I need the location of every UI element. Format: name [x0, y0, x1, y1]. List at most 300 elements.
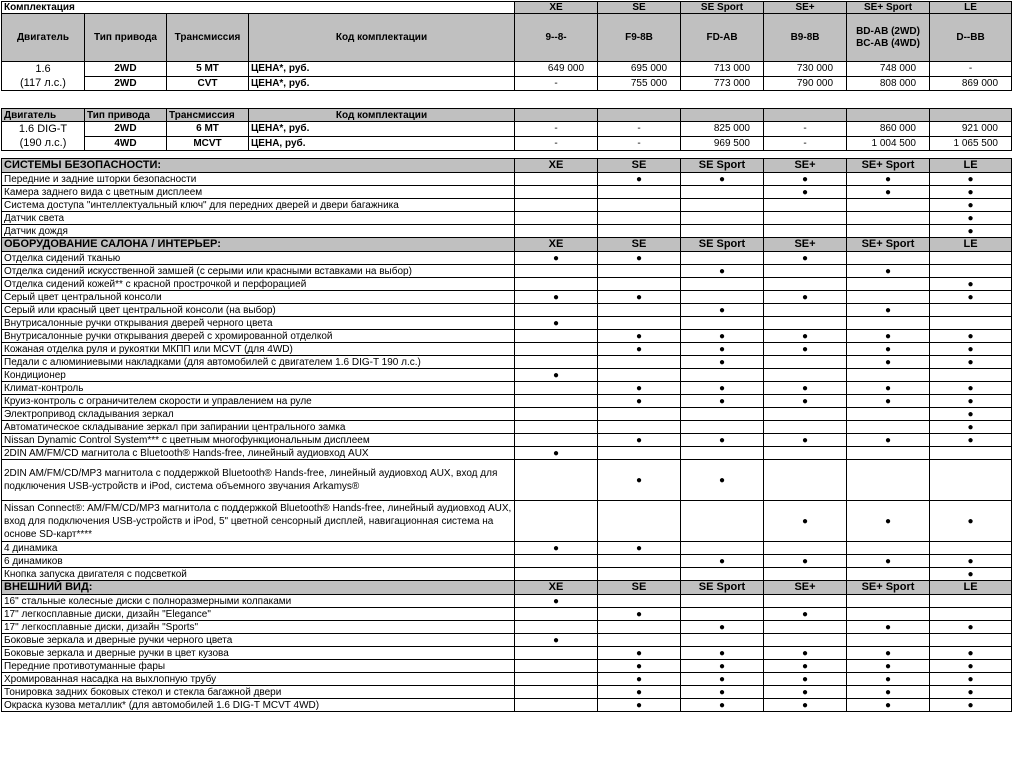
included-dot-icon: ● [764, 699, 847, 712]
feature-row [2, 647, 1012, 660]
included-dot-icon: ● [847, 395, 930, 408]
feature-row [2, 225, 1012, 238]
transmission-cell: 5 MT [167, 62, 249, 77]
included-dot-icon: ● [930, 173, 1012, 186]
price-cell: 649 000 [515, 62, 598, 77]
included-dot-icon: ● [515, 634, 598, 647]
empty-cell [847, 460, 930, 501]
empty-cell [681, 634, 764, 647]
feature-name: Внутрисалонные ручки открывания дверей с хромированной отделкой [2, 330, 515, 343]
included-dot-icon: ● [764, 647, 847, 660]
included-dot-icon: ● [681, 660, 764, 673]
empty-cell [598, 356, 681, 369]
empty-cell [764, 408, 847, 421]
empty-cell [764, 621, 847, 634]
feature-name: Круиз-контроль с ограничителем скорости и управлением на руле [2, 395, 515, 408]
empty-cell [681, 199, 764, 212]
included-dot-icon: ● [681, 686, 764, 699]
feature-name: Серый цвет центральной консоли [2, 291, 515, 304]
engine-name: 1.6 [35, 63, 51, 75]
feature-row [2, 673, 1012, 686]
included-dot-icon: ● [930, 343, 1012, 356]
included-dot-icon: ● [681, 621, 764, 634]
included-dot-icon: ● [847, 673, 930, 686]
trim-header: SE [598, 2, 681, 14]
empty-cell [515, 555, 598, 568]
feature-name: Кондиционер [2, 369, 515, 382]
empty-cell [930, 369, 1012, 382]
trim-header: SE [598, 238, 681, 252]
trim-code: B9-8B [764, 14, 847, 62]
empty-cell [764, 304, 847, 317]
feature-row [2, 343, 1012, 356]
feature-row [2, 369, 1012, 382]
empty-cell [681, 291, 764, 304]
empty-header-cell [515, 109, 598, 122]
trim-header: LE [930, 581, 1012, 595]
engine-power: (117 л.с.) [20, 77, 66, 89]
feature-row [2, 501, 1012, 542]
empty-cell [515, 434, 598, 447]
price-cell: 748 000 [847, 62, 930, 77]
included-dot-icon: ● [515, 447, 598, 460]
empty-cell [515, 421, 598, 434]
included-dot-icon: ● [847, 343, 930, 356]
included-dot-icon: ● [681, 647, 764, 660]
included-dot-icon: ● [930, 186, 1012, 199]
empty-cell [847, 278, 930, 291]
empty-cell [681, 225, 764, 238]
price-cell: - [598, 136, 681, 151]
empty-header-cell [598, 109, 681, 122]
feature-name: Педали с алюминиевыми накладками (для автомобилей с двигателем 1.6 DIG-T 190 л.с.) [2, 356, 515, 369]
feature-row [2, 304, 1012, 317]
empty-cell [515, 460, 598, 501]
feature-name: Кожаная отделка руля и рукоятки МКПП или MCVT (для 4WD) [2, 343, 515, 356]
included-dot-icon: ● [681, 343, 764, 356]
empty-cell [515, 225, 598, 238]
empty-cell [681, 278, 764, 291]
empty-cell [847, 421, 930, 434]
price-row [2, 62, 1012, 77]
empty-cell [764, 595, 847, 608]
trim-header: SE+ Sport [847, 159, 930, 173]
included-dot-icon: ● [847, 186, 930, 199]
included-dot-icon: ● [515, 317, 598, 330]
included-dot-icon: ● [930, 699, 1012, 712]
column-header-transmission: Трансмиссия [167, 109, 249, 122]
empty-header-cell [847, 109, 930, 122]
price-cell: 713 000 [681, 62, 764, 77]
feature-row [2, 356, 1012, 369]
included-dot-icon: ● [764, 660, 847, 673]
feature-row [2, 434, 1012, 447]
feature-name: Боковые зеркала и дверные ручки в цвет кузова [2, 647, 515, 660]
empty-cell [681, 186, 764, 199]
included-dot-icon: ● [847, 265, 930, 278]
trim-code: F9-8B [598, 14, 681, 62]
feature-name: Тонировка задних боковых стекол и стекла багажной двери [2, 686, 515, 699]
feature-row [2, 291, 1012, 304]
empty-cell [764, 356, 847, 369]
included-dot-icon: ● [764, 252, 847, 265]
engine-name: 1.6 DIG-T [18, 123, 68, 135]
included-dot-icon: ● [764, 330, 847, 343]
column-header-engine: Двигатель [2, 14, 85, 62]
trim-code: FD-AB [681, 14, 764, 62]
empty-cell [598, 634, 681, 647]
empty-cell [930, 317, 1012, 330]
price-row [2, 76, 1012, 91]
price-cell: - [930, 62, 1012, 77]
empty-cell [598, 317, 681, 330]
trim-header: SE+ Sport [847, 2, 930, 14]
empty-cell [515, 304, 598, 317]
column-header-drive: Тип привода [85, 14, 167, 62]
empty-cell [764, 278, 847, 291]
trim-header: LE [930, 2, 1012, 14]
feature-row [2, 595, 1012, 608]
empty-cell [847, 317, 930, 330]
included-dot-icon: ● [681, 330, 764, 343]
empty-cell [598, 265, 681, 278]
empty-cell [681, 369, 764, 382]
empty-cell [764, 421, 847, 434]
included-dot-icon: ● [847, 304, 930, 317]
column-header-transmission: Трансмиссия [167, 14, 249, 62]
empty-cell [764, 568, 847, 581]
empty-cell [681, 421, 764, 434]
empty-cell [764, 212, 847, 225]
included-dot-icon: ● [764, 395, 847, 408]
included-dot-icon: ● [598, 608, 681, 621]
trim-header: LE [930, 238, 1012, 252]
trim-header: SE+ Sport [847, 581, 930, 595]
empty-cell [930, 460, 1012, 501]
empty-cell [515, 382, 598, 395]
trim-code: 9--8- [515, 14, 598, 62]
empty-cell [681, 212, 764, 225]
empty-cell [681, 608, 764, 621]
feature-row [2, 555, 1012, 568]
included-dot-icon: ● [930, 278, 1012, 291]
feature-row [2, 199, 1012, 212]
feature-name: Система доступа "интеллектуальный ключ" для передних дверей и двери багажника [2, 199, 515, 212]
price-cell: - [515, 76, 598, 91]
price-cell: 921 000 [930, 122, 1012, 137]
included-dot-icon: ● [681, 356, 764, 369]
included-dot-icon: ● [598, 382, 681, 395]
price-label: ЦЕНА*, руб. [249, 76, 515, 91]
included-dot-icon: ● [764, 555, 847, 568]
trim-header: SE+ [764, 238, 847, 252]
empty-cell [847, 369, 930, 382]
included-dot-icon: ● [847, 660, 930, 673]
included-dot-icon: ● [930, 568, 1012, 581]
feature-row [2, 317, 1012, 330]
empty-cell [930, 304, 1012, 317]
feature-name: Отделка сидений кожей** с красной прострочкой и перфорацией [2, 278, 515, 291]
feature-name: Окраска кузова металлик* (для автомобилей 1.6 DIG-T MCVT 4WD) [2, 699, 515, 712]
included-dot-icon: ● [681, 304, 764, 317]
section-header-row [2, 238, 1012, 252]
feature-name: Nissan Connect®: AM/FM/CD/MP3 магнитола с поддержкой Bluetooth® Hands-free, линейный аудиовход AUX, вход для подключения USB-устройств и iPod, 5" цветной сенсорный дисплей, навигационная система на основе SD-карт**** [2, 501, 515, 542]
feature-name: Отделка сидений тканью [2, 252, 515, 265]
empty-cell [681, 447, 764, 460]
empty-cell [515, 647, 598, 660]
included-dot-icon: ● [598, 699, 681, 712]
included-dot-icon: ● [681, 434, 764, 447]
transmission-cell: MCVT [167, 136, 249, 151]
included-dot-icon: ● [930, 647, 1012, 660]
section-title: ВНЕШНИЙ ВИД: [2, 581, 515, 595]
included-dot-icon: ● [681, 555, 764, 568]
page-title: Комплектация [2, 2, 515, 14]
price-label: ЦЕНА*, руб. [249, 62, 515, 77]
engine-cell [2, 62, 85, 91]
included-dot-icon: ● [515, 542, 598, 555]
feature-row [2, 186, 1012, 199]
feature-row [2, 634, 1012, 647]
price-cell: 825 000 [681, 122, 764, 137]
included-dot-icon: ● [930, 225, 1012, 238]
empty-cell [847, 634, 930, 647]
price-cell: 1 065 500 [930, 136, 1012, 151]
column-header-drive: Тип привода [85, 109, 167, 122]
included-dot-icon: ● [515, 595, 598, 608]
included-dot-icon: ● [930, 382, 1012, 395]
empty-cell [515, 673, 598, 686]
included-dot-icon: ● [930, 291, 1012, 304]
feature-name: Климат-контроль [2, 382, 515, 395]
feature-row [2, 421, 1012, 434]
empty-cell [681, 317, 764, 330]
price-cell: 730 000 [764, 62, 847, 77]
empty-cell [847, 408, 930, 421]
trim-code: D--BB [930, 14, 1012, 62]
empty-cell [515, 408, 598, 421]
trim-header: XE [515, 159, 598, 173]
empty-cell [764, 225, 847, 238]
feature-name: 17" легкосплавные диски, дизайн "Elegance" [2, 608, 515, 621]
price-cell: - [515, 122, 598, 137]
included-dot-icon: ● [598, 542, 681, 555]
feature-name: 2DIN AM/FM/CD магнитола с Bluetooth® Hands-free, линейный аудиовход AUX [2, 447, 515, 460]
price-cell: - [598, 122, 681, 137]
price-cell: 869 000 [930, 76, 1012, 91]
empty-cell [598, 199, 681, 212]
price-cell: - [764, 122, 847, 137]
included-dot-icon: ● [598, 395, 681, 408]
empty-cell [930, 634, 1012, 647]
included-dot-icon: ● [598, 673, 681, 686]
included-dot-icon: ● [847, 356, 930, 369]
transmission-cell: 6 MT [167, 122, 249, 137]
empty-cell [515, 173, 598, 186]
column-header-engine: Двигатель [2, 109, 85, 122]
included-dot-icon: ● [764, 608, 847, 621]
column-header-row [2, 109, 1012, 122]
feature-name: Передние противотуманные фары [2, 660, 515, 673]
empty-cell [515, 278, 598, 291]
price-cell: 969 500 [681, 136, 764, 151]
feature-name: 16" стальные колесные диски с полноразмерными колпаками [2, 595, 515, 608]
included-dot-icon: ● [930, 199, 1012, 212]
included-dot-icon: ● [515, 369, 598, 382]
included-dot-icon: ● [515, 291, 598, 304]
empty-cell [598, 568, 681, 581]
feature-name: Внутрисалонные ручки открывания дверей черного цвета [2, 317, 515, 330]
empty-cell [930, 542, 1012, 555]
included-dot-icon: ● [681, 699, 764, 712]
price-cell: 790 000 [764, 76, 847, 91]
feature-name: 4 динамика [2, 542, 515, 555]
included-dot-icon: ● [764, 173, 847, 186]
included-dot-icon: ● [847, 555, 930, 568]
feature-name: Кнопка запуска двигателя с подсветкой [2, 568, 515, 581]
pricing-table-engine-2 [1, 108, 1012, 151]
empty-cell [847, 252, 930, 265]
trim-header: SE Sport [681, 159, 764, 173]
feature-name: Хромированная насадка на выхлопную трубу [2, 673, 515, 686]
empty-cell [764, 369, 847, 382]
trim-header: SE+ [764, 581, 847, 595]
trim-code: BD-AB (2WD) BC-AB (4WD) [847, 14, 930, 62]
trim-header: SE [598, 159, 681, 173]
feature-row [2, 686, 1012, 699]
feature-row [2, 265, 1012, 278]
price-cell: 808 000 [847, 76, 930, 91]
price-cell: 755 000 [598, 76, 681, 91]
feature-row [2, 608, 1012, 621]
empty-cell [930, 608, 1012, 621]
price-cell: 695 000 [598, 62, 681, 77]
included-dot-icon: ● [930, 673, 1012, 686]
price-label: ЦЕНА*, руб. [249, 122, 515, 137]
empty-cell [515, 699, 598, 712]
empty-cell [847, 225, 930, 238]
empty-cell [515, 212, 598, 225]
empty-cell [764, 542, 847, 555]
included-dot-icon: ● [930, 686, 1012, 699]
drive-cell: 2WD [85, 62, 167, 77]
empty-cell [764, 265, 847, 278]
feature-name: Nissan Dynamic Control System*** с цветным многофункциональным дисплеем [2, 434, 515, 447]
included-dot-icon: ● [764, 291, 847, 304]
empty-cell [598, 225, 681, 238]
empty-cell [847, 595, 930, 608]
price-cell: 1 004 500 [847, 136, 930, 151]
empty-cell [847, 212, 930, 225]
price-row [2, 136, 1012, 151]
included-dot-icon: ● [598, 173, 681, 186]
feature-row [2, 568, 1012, 581]
empty-cell [847, 608, 930, 621]
included-dot-icon: ● [598, 343, 681, 356]
empty-cell [681, 568, 764, 581]
trim-header: SE Sport [681, 2, 764, 14]
included-dot-icon: ● [847, 699, 930, 712]
included-dot-icon: ● [598, 330, 681, 343]
empty-cell [764, 199, 847, 212]
feature-row [2, 212, 1012, 225]
included-dot-icon: ● [764, 686, 847, 699]
included-dot-icon: ● [930, 408, 1012, 421]
included-dot-icon: ● [681, 395, 764, 408]
empty-cell [930, 595, 1012, 608]
included-dot-icon: ● [847, 621, 930, 634]
price-cell: - [515, 136, 598, 151]
included-dot-icon: ● [930, 501, 1012, 542]
included-dot-icon: ● [598, 434, 681, 447]
empty-cell [681, 408, 764, 421]
engine-power: (190 л.с.) [19, 137, 67, 149]
price-cell: - [764, 136, 847, 151]
empty-cell [598, 595, 681, 608]
empty-header-cell [681, 109, 764, 122]
included-dot-icon: ● [930, 356, 1012, 369]
engine-cell [2, 122, 85, 151]
section-header-row [2, 581, 1012, 595]
empty-cell [847, 447, 930, 460]
included-dot-icon: ● [847, 173, 930, 186]
feature-row [2, 395, 1012, 408]
feature-row [2, 542, 1012, 555]
feature-row [2, 382, 1012, 395]
empty-cell [598, 555, 681, 568]
included-dot-icon: ● [847, 647, 930, 660]
included-dot-icon: ● [598, 686, 681, 699]
empty-cell [515, 501, 598, 542]
section-title: СИСТЕМЫ БЕЗОПАСНОСТИ: [2, 159, 515, 173]
trim-header: SE+ [764, 2, 847, 14]
included-dot-icon: ● [930, 330, 1012, 343]
empty-cell [598, 186, 681, 199]
feature-row [2, 621, 1012, 634]
empty-cell [681, 595, 764, 608]
included-dot-icon: ● [681, 173, 764, 186]
empty-cell [515, 608, 598, 621]
empty-cell [598, 278, 681, 291]
included-dot-icon: ● [764, 382, 847, 395]
empty-cell [515, 186, 598, 199]
transmission-cell: CVT [167, 76, 249, 91]
drive-cell: 2WD [85, 122, 167, 137]
feature-name: 17" легкосплавные диски, дизайн "Sports" [2, 621, 515, 634]
trim-header: SE+ Sport [847, 238, 930, 252]
feature-name: Автоматическое складывание зеркал при запирании центрального замка [2, 421, 515, 434]
feature-name: Серый или красный цвет центральной консоли (на выбор) [2, 304, 515, 317]
included-dot-icon: ● [930, 621, 1012, 634]
included-dot-icon: ● [515, 252, 598, 265]
empty-cell [681, 542, 764, 555]
included-dot-icon: ● [681, 673, 764, 686]
empty-cell [515, 568, 598, 581]
included-dot-icon: ● [930, 434, 1012, 447]
empty-cell [598, 621, 681, 634]
included-dot-icon: ● [764, 673, 847, 686]
empty-cell [515, 686, 598, 699]
price-cell: 860 000 [847, 122, 930, 137]
included-dot-icon: ● [764, 434, 847, 447]
feature-row [2, 460, 1012, 501]
feature-name: Камера заднего вида с цветным дисплеем [2, 186, 515, 199]
included-dot-icon: ● [930, 555, 1012, 568]
feature-name: Электропривод складывания зеркал [2, 408, 515, 421]
included-dot-icon: ● [847, 382, 930, 395]
feature-row [2, 330, 1012, 343]
empty-cell [515, 660, 598, 673]
